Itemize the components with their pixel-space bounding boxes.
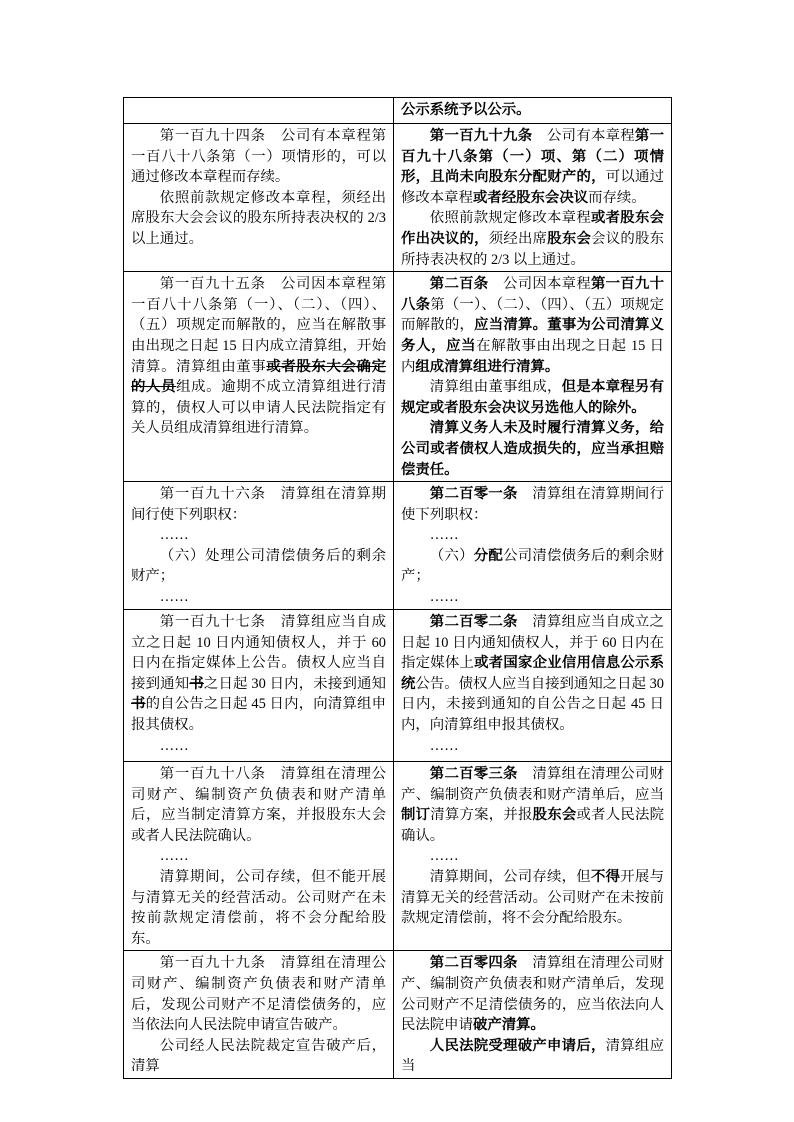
paragraph bbox=[131, 764, 386, 846]
new-law-cell bbox=[394, 762, 671, 950]
text-run: 第一百九十六条 清算组在清算期间行使下列职权： bbox=[131, 486, 386, 523]
text-run: 公告。债权人应当自接到通知之日起 30 日内，未接到通知的自公告之日起 45 日内，向清算组申报其债权。 bbox=[401, 675, 664, 734]
paragraph bbox=[131, 126, 386, 188]
text-run: 开展与清算无关的经营活动。公司财产在未按前款规定清偿前，将不会分配给股东。 bbox=[401, 869, 664, 927]
text-run: 公司因本章程 bbox=[488, 276, 591, 293]
paragraph bbox=[131, 1036, 386, 1077]
old-law-cell bbox=[124, 610, 394, 761]
paragraph bbox=[401, 274, 664, 377]
text-run: 第一百九十四条 公司有本章程第一百八十八条第（一）项情形的，可以通过修改本章程而存续。 bbox=[131, 128, 386, 186]
text-run: 的自公告之日起 45 日内，向清算组申报其债权。 bbox=[131, 696, 386, 734]
new-law-cell bbox=[394, 272, 671, 481]
paragraph bbox=[401, 546, 664, 587]
text-run: 公司经人民法院裁定宣告破产后，清算 bbox=[131, 1037, 386, 1075]
text-run: …… bbox=[159, 589, 189, 606]
paragraph bbox=[131, 867, 386, 949]
table-row bbox=[124, 609, 671, 761]
text-run: 之日起 30 日内，未接到通知 bbox=[203, 675, 386, 692]
text-run: 公示系统予以公示。 bbox=[401, 102, 531, 118]
text-run: …… bbox=[429, 589, 459, 606]
text-run: 或者股东会作出决议的， bbox=[401, 210, 664, 247]
text-run: 书 bbox=[131, 696, 146, 713]
text-run: …… bbox=[159, 848, 189, 865]
new-law-cell bbox=[394, 482, 671, 609]
text-run: 清算组应当 bbox=[401, 1037, 664, 1075]
paragraph bbox=[131, 274, 386, 439]
text-run: 可以通过修改本章程 bbox=[401, 169, 664, 206]
paragraph bbox=[131, 188, 386, 250]
text-run: …… bbox=[429, 737, 459, 754]
paragraph bbox=[131, 546, 386, 587]
text-run: 但是本章程另有规定或者股东会决议另选他人的除外。 bbox=[401, 379, 664, 416]
text-run: 第（一）、（二）、（四）、（五）项规定而解散的， bbox=[401, 296, 664, 334]
text-run: 第一百九十五条 公司因本章程第一百八十八条第（一）、（二）、（四）、（五）项规定而解散的，应当在解散事由出现之日起 15 日内成立清算组，开始清算。清算组由董事 bbox=[131, 276, 386, 375]
text-run: 股东会 bbox=[532, 807, 577, 824]
text-run: 第一百九十八条 清算组在清理公司财产、编制资产负债表和财产清单后，应当制定清算方案，并报股东大会或者人民法院确认。 bbox=[131, 766, 386, 844]
text-run: 第一百九十八条第（一）项、第（二）项情形，且尚未向股东分配财产的， bbox=[401, 128, 664, 186]
paragraph bbox=[401, 953, 664, 1035]
text-run: 清算期间，公司存续，但 bbox=[429, 869, 591, 886]
paragraph bbox=[401, 736, 664, 757]
text-run: 或者经股东会决议 bbox=[472, 189, 589, 206]
new-law-cell bbox=[394, 610, 671, 761]
table-row bbox=[124, 950, 671, 1078]
text-run: 而存续。 bbox=[588, 189, 646, 206]
table-row bbox=[124, 271, 671, 481]
paragraph bbox=[131, 846, 386, 867]
paragraph bbox=[131, 953, 386, 1035]
text-run: …… bbox=[159, 527, 189, 544]
paragraph bbox=[401, 525, 664, 546]
paragraph bbox=[401, 1036, 664, 1077]
text-run: 组成清算组进行清算。 bbox=[415, 358, 560, 375]
text-run: 应当清算。董事为公司清算义务人，应当 bbox=[401, 317, 664, 354]
text-run: 依照前款规定修改本章程 bbox=[429, 210, 591, 227]
text-run: 在解散事由出现之日起 15 日内 bbox=[401, 337, 664, 375]
old-law-cell bbox=[124, 762, 394, 950]
paragraph bbox=[401, 867, 664, 929]
paragraph bbox=[401, 484, 664, 525]
text-run: 清算方案，并报 bbox=[430, 807, 533, 824]
text-run: 第一百九十九条 bbox=[429, 128, 533, 144]
paragraph bbox=[401, 764, 664, 846]
paragraph bbox=[401, 846, 664, 867]
old-law-cell bbox=[124, 98, 394, 123]
old-law-cell bbox=[124, 482, 394, 609]
text-run: 第二百条 bbox=[429, 276, 489, 293]
table-row bbox=[124, 481, 671, 609]
new-law-cell bbox=[394, 124, 671, 271]
text-run: 第二百零二条 bbox=[429, 614, 518, 631]
paragraph bbox=[401, 208, 664, 270]
text-run: 清算组在清理公司财产、编制资产负债表和财产清单后，发现公司财产不足清偿债务的，应当依法向人民法院申请 bbox=[401, 955, 664, 1034]
paragraph bbox=[401, 612, 664, 736]
paragraph bbox=[401, 418, 664, 480]
new-law-cell bbox=[394, 951, 671, 1078]
text-run: 清算组在清算期间行使下列职权： bbox=[401, 486, 664, 523]
text-run: 股东会 bbox=[547, 230, 592, 247]
paragraph bbox=[131, 736, 386, 757]
paragraph bbox=[131, 525, 386, 546]
old-law-cell bbox=[124, 951, 394, 1078]
text-run: 清算义务人未及时履行清算义务，给公司或者债权人造成损失的，应当承担赔偿责任。 bbox=[401, 420, 664, 478]
old-law-cell bbox=[124, 124, 394, 271]
text-run: 或者股东大会确定的人员 bbox=[131, 358, 386, 396]
text-run: 须经出席 bbox=[488, 230, 548, 247]
text-run: （六） bbox=[429, 547, 474, 564]
text-run: 公司清偿债务后的剩余财产； bbox=[401, 547, 664, 585]
text-run: …… bbox=[159, 737, 189, 754]
old-law-cell bbox=[124, 272, 394, 481]
table-row bbox=[124, 123, 671, 271]
paragraph bbox=[401, 377, 664, 418]
text-run: 制订 bbox=[401, 807, 431, 824]
text-run: 清算组应当自成立之日起 10 日内通知债权人，并于 60 日内在指定媒体上 bbox=[401, 614, 664, 672]
text-run: 会议的股东所持表决权的 2/3 以上通过。 bbox=[401, 230, 664, 268]
text-run: 破产清算。 bbox=[472, 1017, 545, 1034]
text-run: 书 bbox=[189, 675, 204, 692]
text-run: 第二百零四条 bbox=[429, 955, 518, 972]
table-row bbox=[124, 761, 671, 950]
paragraph bbox=[401, 126, 664, 208]
paragraph bbox=[401, 100, 664, 121]
text-run: 第二百零三条 bbox=[429, 766, 518, 783]
text-run: 第一百九十八条 bbox=[401, 276, 664, 313]
text-run: 分配 bbox=[473, 547, 504, 564]
text-run: 组成。逾期不成立清算组进行清算的，债权人可以申请人民法院指定有关人员组成清算组进行清算。 bbox=[131, 379, 386, 437]
text-run: 第二百零一条 bbox=[429, 486, 518, 503]
text-run: 清算组在清理公司财产、编制资产负债表和财产清单后，应当 bbox=[401, 766, 664, 803]
paragraph bbox=[401, 587, 664, 608]
new-law-cell bbox=[394, 98, 671, 123]
text-run: 依照前款规定修改本章程，须经出席股东大会会议的股东所持表决权的 2/3 以上通过。 bbox=[131, 189, 386, 247]
text-run: 或者国家企业信用信息公示系统 bbox=[401, 655, 664, 692]
paragraph bbox=[131, 612, 386, 736]
text-run: 或者人民法院确认。 bbox=[401, 807, 664, 844]
comparison-table bbox=[123, 97, 672, 1079]
text-run: 清算组由董事组成， bbox=[429, 379, 562, 396]
text-run: 第一百九十九条 清算组在清理公司财产、编制资产负债表和财产清单后，发现公司财产不足清偿债务的，应当依法向人民法院申请宣告破产。 bbox=[131, 955, 386, 1034]
text-run: 人民法院受理破产申请后， bbox=[429, 1037, 606, 1054]
text-run: （六）处理公司清偿债务后的剩余财产； bbox=[131, 547, 386, 585]
table-row bbox=[124, 98, 671, 123]
text-run: 公司有本章程 bbox=[532, 128, 635, 144]
text-run: …… bbox=[429, 848, 459, 865]
text-run: …… bbox=[429, 527, 459, 544]
text-run: 第一百九十七条 清算组应当自成立之日起 10 日内通知债权人，并于 60 日内在指定媒体上公告。债权人应当自接到通知 bbox=[131, 614, 386, 692]
paragraph bbox=[131, 587, 386, 608]
paragraph bbox=[131, 484, 386, 525]
text-run: 清算期间，公司存续，但不能开展与清算无关的经营活动。公司财产在未按前款规定清偿前，将不会分配给股东。 bbox=[131, 869, 386, 947]
text-run: 不得 bbox=[590, 869, 621, 886]
